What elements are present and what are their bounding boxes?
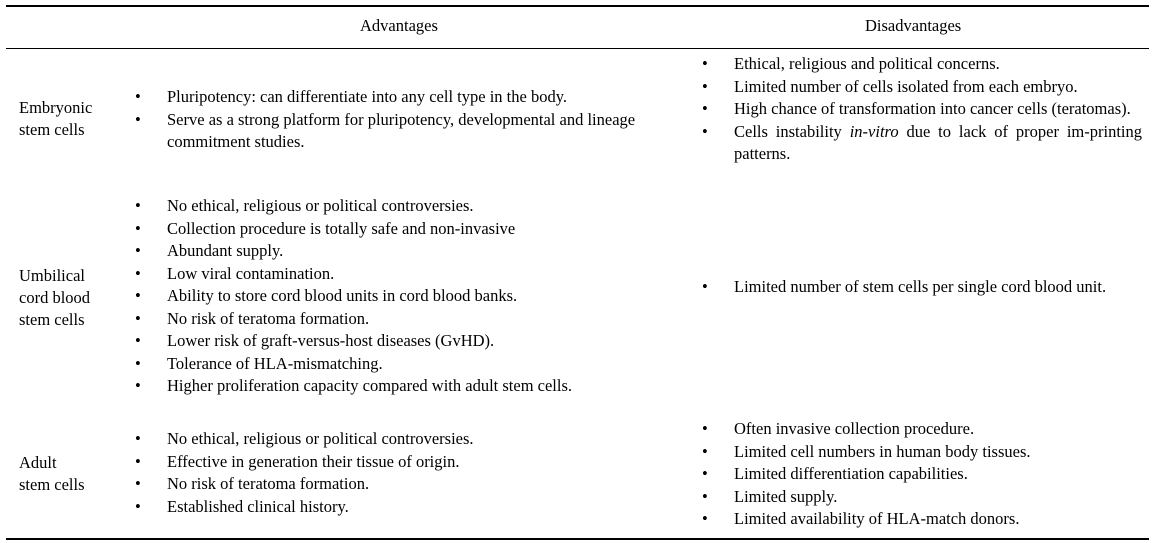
row-label-line: stem cells bbox=[19, 120, 85, 139]
table-bottom-rule bbox=[6, 538, 1149, 540]
list-item: • Lower risk of graft-versus-host diseases (GvHD). bbox=[135, 330, 695, 353]
table-top-rule bbox=[6, 5, 1149, 7]
list-item: • Effective in generation their tissue of origin. bbox=[135, 451, 695, 474]
list-item: • Limited availability of HLA-match donors. bbox=[702, 508, 1142, 531]
disadvantages-list-embryonic bbox=[702, 53, 1142, 166]
list-item: • Pluripotency: can differentiate into any cell type in the body. bbox=[135, 86, 695, 109]
row-label-line: stem cells bbox=[19, 475, 85, 494]
row-label-line: Embryonic bbox=[19, 98, 93, 117]
row-label-line: stem cells bbox=[19, 310, 85, 329]
header-rule bbox=[6, 48, 1149, 49]
header-disadvantages: Disadvantages bbox=[865, 16, 962, 35]
advantages-list-embryonic bbox=[135, 86, 695, 154]
row-label-line: cord blood bbox=[19, 288, 91, 307]
list-item: • Cells instability in-vitro due to lack of proper im-printing patterns. bbox=[702, 121, 1142, 166]
list-item: • Limited supply. bbox=[702, 486, 1142, 509]
row-label-embryonic bbox=[19, 97, 92, 141]
list-item: • Abundant supply. bbox=[135, 240, 695, 263]
list-item: • Ability to store cord blood units in cord blood banks. bbox=[135, 285, 695, 308]
list-item: • Limited cell numbers in human body tissues. bbox=[702, 441, 1142, 464]
disadvantages-list-adult bbox=[702, 418, 1142, 531]
row-label-umbilical bbox=[19, 265, 90, 331]
list-item: • Collection procedure is totally safe and non-invasive bbox=[135, 218, 695, 241]
list-item: • No ethical, religious or political controversies. bbox=[135, 195, 695, 218]
list-item: • Limited number of stem cells per single cord blood unit. bbox=[702, 276, 1142, 299]
row-label-line: Umbilical bbox=[19, 266, 85, 285]
list-item: • Established clinical history. bbox=[135, 496, 695, 519]
list-item: • Higher proliferation capacity compared with adult stem cells. bbox=[135, 375, 695, 398]
list-item: • Low viral contamination. bbox=[135, 263, 695, 286]
list-item: • No risk of teratoma formation. bbox=[135, 473, 695, 496]
row-label-line: Adult bbox=[19, 453, 57, 472]
list-item: • No risk of teratoma formation. bbox=[135, 308, 695, 331]
row-label-adult bbox=[19, 452, 85, 496]
italic-term: in-vitro bbox=[849, 121, 899, 141]
list-item: • Limited number of cells isolated from each embryo. bbox=[702, 76, 1142, 99]
list-item: • Limited differentiation capabilities. bbox=[702, 463, 1142, 486]
list-item: • Ethical, religious and political concerns. bbox=[702, 53, 1142, 76]
list-item: • No ethical, religious or political controversies. bbox=[135, 428, 695, 451]
list-item: • Tolerance of HLA-mismatching. bbox=[135, 353, 695, 376]
header-advantages: Advantages bbox=[360, 16, 438, 35]
disadvantages-list-umbilical bbox=[702, 276, 1142, 299]
advantages-list-adult bbox=[135, 428, 695, 518]
advantages-list-umbilical bbox=[135, 195, 695, 398]
list-item: • Often invasive collection procedure. bbox=[702, 418, 1142, 441]
list-item: • Serve as a strong platform for pluripotency, developmental and lineage commitment studies. bbox=[135, 109, 695, 154]
list-item: • High chance of transformation into cancer cells (teratomas). bbox=[702, 98, 1142, 121]
